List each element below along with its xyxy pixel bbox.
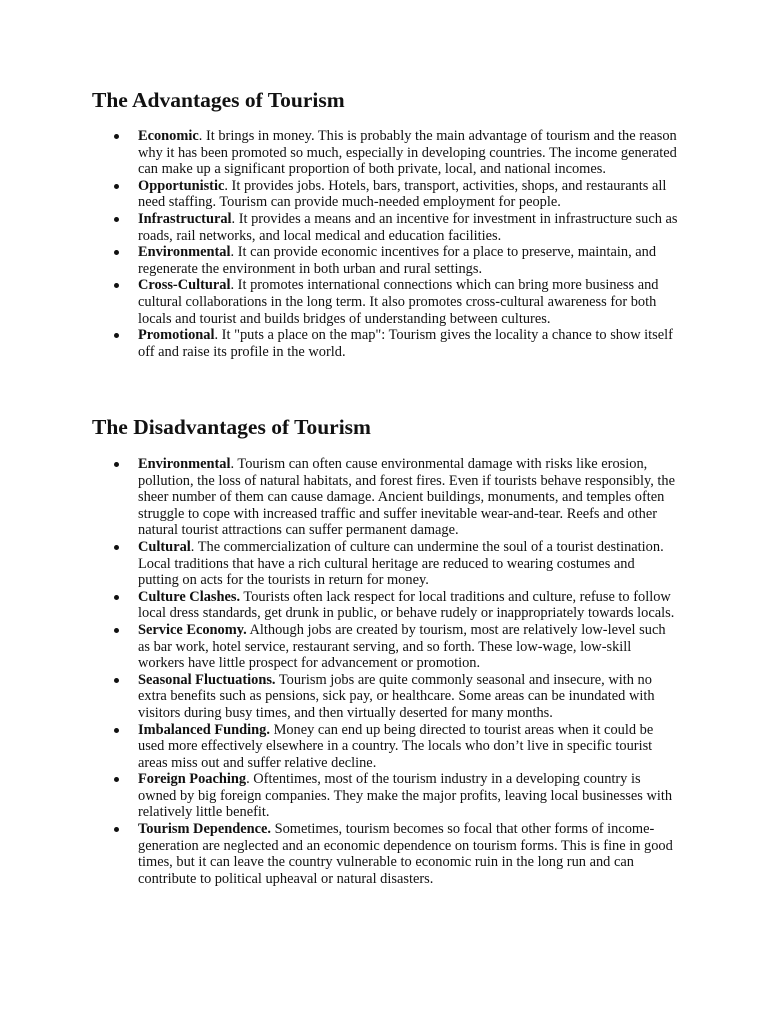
item-text: . It brings in money. This is probably the main advantage of tourism and the reason why it has been promoted so much, especially in developing countries. The income generated can make up a significant proportion of both private, local, and national incomes. bbox=[138, 128, 677, 178]
item-term: Infrastructural bbox=[138, 210, 232, 227]
disadvantages-list bbox=[0, 456, 678, 887]
bullet-icon bbox=[114, 134, 119, 139]
item-term: Seasonal Fluctuations. bbox=[138, 671, 276, 688]
item-text: . Tourism can often cause environmental damage with risks like erosion, pollution, the loss of natural habitats, and forest fires. Even if tourists behave responsibly, the sheer number of them can cause damage. Ancient buildings, monuments, and temples often struggle to cope with increased traffic and suffer inevitable wear-and-tear. Reefs and other natural tourist attractions can suffer permanent damage. bbox=[138, 456, 675, 539]
bullet-icon bbox=[114, 728, 119, 733]
item-term: Environmental bbox=[138, 244, 231, 261]
item-term: Service Economy. bbox=[138, 621, 247, 638]
item-text: . The commercialization of culture can undermine the soul of a tourist destination. Local traditions that have a rich cultural heritage are reduced to wearing costumes and putting on acts for the tourists in return for money. bbox=[138, 538, 664, 589]
item-text: . Oftentimes, most of the tourism industry in a developing country is owned by big foreign companies. They make the major profits, leaving local businesses with relatively little benefit. bbox=[138, 771, 673, 821]
item-term: Economic bbox=[138, 128, 199, 144]
list-item bbox=[0, 771, 678, 821]
list-item bbox=[0, 821, 678, 887]
item-term: Cultural bbox=[138, 538, 191, 555]
list-item bbox=[0, 244, 678, 277]
list-item bbox=[0, 327, 678, 360]
item-text: . It "puts a place on the map": Tourism gives the locality a chance to show itself off and raise its profile in the world. bbox=[138, 327, 673, 360]
advantages-list bbox=[0, 128, 678, 360]
item-term: Environmental bbox=[138, 456, 231, 472]
list-item bbox=[0, 589, 678, 622]
item-text: Although jobs are created by tourism, most are relatively low-level such as bar work, hotel service, restaurant serving, and so forth. These low-wage, low-skill workers have little prospect for advancement or promotion. bbox=[138, 621, 666, 672]
advantages-heading: The Advantages of Tourism bbox=[92, 88, 345, 112]
item-term: Imbalanced Funding. bbox=[138, 721, 270, 738]
item-text: . It promotes international connections which can bring more business and cultural collaborations in the long term. It also promotes cross-cultural awareness for both locals and tourist and builds bridges of understanding between cultures. bbox=[138, 277, 659, 327]
list-item bbox=[0, 672, 678, 722]
bullet-icon bbox=[114, 462, 119, 467]
list-item bbox=[0, 622, 678, 672]
item-text: . It can provide economic incentives for a place to preserve, maintain, and regenerate the environment in both urban and rural settings. bbox=[138, 244, 657, 277]
list-item bbox=[0, 539, 678, 589]
bullet-icon bbox=[114, 545, 119, 550]
bullet-icon bbox=[114, 217, 119, 222]
list-item bbox=[0, 277, 678, 327]
item-term: Opportunistic bbox=[138, 177, 225, 194]
item-term: Culture Clashes. bbox=[138, 588, 241, 605]
disadvantages-heading: The Disadvantages of Tourism bbox=[92, 415, 371, 439]
item-text: Money can end up being directed to tourist areas when it could be used more effectively elsewhere in a country. The locals who don’t live in specific tourist areas miss out and suffer relative decline. bbox=[138, 721, 654, 771]
list-item bbox=[0, 722, 678, 772]
bullet-icon bbox=[114, 827, 119, 832]
list-item bbox=[0, 456, 678, 539]
bullet-icon bbox=[114, 333, 119, 338]
bullet-icon bbox=[114, 595, 119, 600]
item-term: Cross-Cultural bbox=[138, 277, 231, 294]
item-text: Tourism jobs are quite commonly seasonal and insecure, with no extra benefits such as pensions, sick pay, or healthcare. Some areas can be inundated with visitors during busy times, and then virtually deserted for many months. bbox=[138, 671, 655, 721]
item-text: Sometimes, tourism becomes so focal that other forms of income-generation are neglected and an economic dependence on tourism forms. This is fine in good times, but it can leave the country vulnerable to economic ruin in the long run and can contribute to political upheaval or natural disasters. bbox=[138, 821, 673, 887]
list-item bbox=[0, 128, 678, 178]
item-text: . It provides jobs. Hotels, bars, transport, activities, shops, and restaurants all need staffing. Tourism can provide much-needed employment for people. bbox=[138, 177, 667, 211]
item-text: . It provides a means and an incentive for investment in infrastructure such as roads, rail networks, and local medical and education facilities. bbox=[138, 210, 678, 244]
item-term: Tourism Dependence. bbox=[138, 821, 271, 838]
item-term: Promotional bbox=[138, 327, 215, 344]
bullet-icon bbox=[114, 678, 119, 683]
item-term: Foreign Poaching bbox=[138, 771, 247, 788]
bullet-icon bbox=[114, 250, 119, 255]
bullet-icon bbox=[114, 283, 119, 288]
bullet-icon bbox=[114, 777, 119, 782]
bullet-icon bbox=[114, 628, 119, 633]
list-item bbox=[0, 211, 678, 244]
bullet-icon bbox=[114, 184, 119, 189]
item-text: Tourists often lack respect for local traditions and culture, refuse to follow local dress standards, get drunk in public, or behave rudely or inappropriately towards locals. bbox=[138, 588, 675, 622]
list-item bbox=[0, 178, 678, 211]
